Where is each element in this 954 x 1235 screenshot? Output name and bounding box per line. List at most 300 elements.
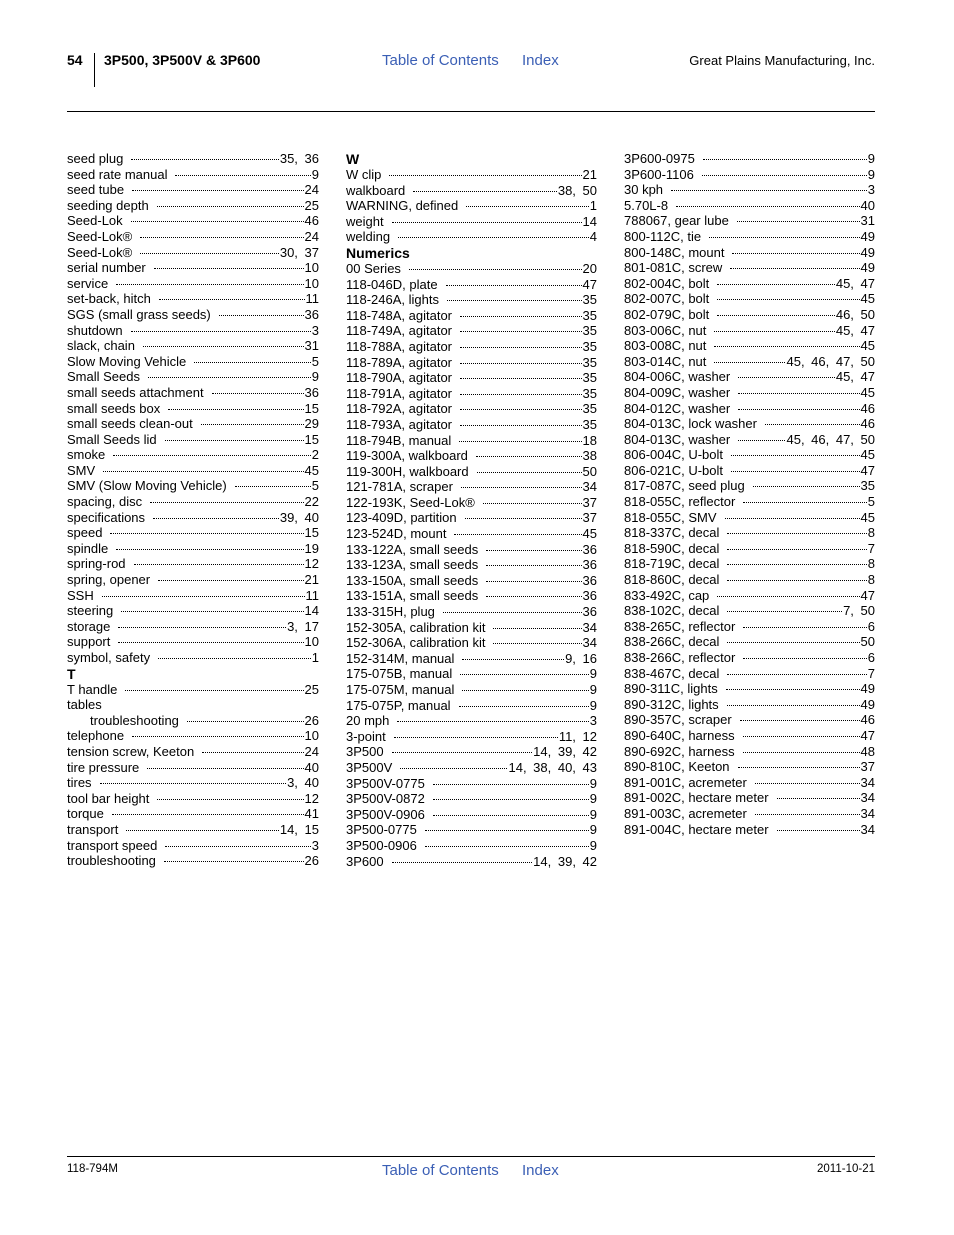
index-term: spindle — [67, 540, 109, 556]
index-page-refs[interactable]: 7, 50 — [843, 603, 875, 619]
dot-leader — [486, 565, 581, 566]
index-page-refs[interactable]: 21 — [582, 167, 597, 182]
index-entry — [346, 464, 597, 480]
index-page-refs[interactable]: 45, 46, 47, 50 — [786, 353, 875, 369]
index-term: Seed-Lok — [67, 213, 123, 229]
index-page-refs[interactable]: 19 — [304, 540, 319, 556]
index-entry — [624, 728, 875, 744]
index-term: 3P500-0775 — [346, 822, 417, 838]
index-section-heading: T — [67, 665, 76, 682]
index-entry — [67, 494, 319, 510]
index-term: 30 kph — [624, 182, 664, 198]
index-page-refs[interactable]: 34 — [860, 821, 875, 837]
index-term: weight — [346, 213, 384, 229]
dot-leader — [460, 331, 582, 332]
index-page-refs[interactable]: 9 — [589, 682, 597, 697]
index-page-refs[interactable]: 37 — [582, 494, 597, 510]
index-page-refs[interactable]: 39, 40 — [279, 509, 319, 525]
index-entry — [346, 807, 597, 823]
dot-leader — [777, 798, 860, 799]
dot-leader — [454, 534, 581, 535]
index-page-refs[interactable]: 26 — [304, 853, 319, 869]
index-page-refs[interactable]: 3 — [589, 713, 597, 729]
dot-leader — [753, 486, 860, 487]
index-page-refs[interactable]: 34 — [860, 774, 875, 790]
dot-leader — [777, 830, 860, 831]
index-page-refs[interactable]: 14, 39, 42 — [533, 744, 597, 760]
index-page-refs[interactable]: 25 — [304, 681, 319, 697]
index-entry — [624, 759, 875, 775]
index-entry — [346, 557, 597, 573]
index-page-refs[interactable]: 47 — [582, 276, 597, 292]
index-term: small seeds clean-out — [67, 416, 193, 432]
index-page-refs[interactable]: 35 — [582, 370, 597, 386]
index-page-refs[interactable]: 45, 47 — [835, 322, 875, 338]
index-entry — [624, 478, 875, 494]
index-page-refs[interactable]: 41 — [304, 806, 319, 822]
dot-leader — [460, 674, 589, 675]
index-page-refs[interactable]: 35 — [582, 323, 597, 339]
index-entry — [624, 572, 875, 588]
index-term: 890-692C, harness — [624, 743, 735, 759]
index-term: spacing, disc — [67, 494, 143, 510]
index-entry — [624, 790, 875, 806]
index-page-refs[interactable]: 24 — [304, 743, 319, 759]
index-term: symbol, safety — [67, 650, 151, 665]
index-page-refs[interactable]: 7 — [867, 665, 875, 681]
index-page-refs[interactable]: 11 — [305, 587, 319, 603]
index-entry — [346, 261, 597, 277]
dot-leader — [140, 253, 279, 254]
index-term: 152-314M, manual — [346, 650, 455, 666]
index-entry — [346, 167, 597, 183]
dot-leader — [132, 190, 303, 191]
index-page-refs[interactable]: 5 — [311, 353, 319, 369]
index-entry — [346, 510, 597, 526]
dot-leader — [743, 736, 860, 737]
index-term: 891-002C, hectare meter — [624, 790, 769, 806]
index-entry — [67, 682, 319, 698]
index-page-refs[interactable]: 47 — [860, 587, 875, 603]
index-entry — [346, 822, 597, 838]
dot-leader — [738, 767, 860, 768]
dot-leader — [740, 720, 860, 721]
index-term: 838-467C, decal — [624, 665, 720, 681]
index-entry — [624, 712, 875, 728]
index-page-refs[interactable]: 25 — [304, 197, 319, 213]
index-term: tires — [67, 775, 92, 791]
index-term: 123-409D, partition — [346, 510, 457, 526]
dot-leader — [153, 518, 279, 519]
index-page-refs[interactable]: 3 — [311, 322, 319, 338]
footer-toc-link[interactable]: Table of Contents — [382, 1162, 499, 1179]
index-page-refs[interactable]: 36 — [582, 604, 597, 620]
index-term: 804-013C, lock washer — [624, 416, 757, 432]
index-term: seed tube — [67, 182, 125, 198]
index-page-refs[interactable]: 45 — [860, 384, 875, 400]
index-page-refs[interactable]: 36 — [304, 384, 319, 400]
dot-leader — [147, 768, 303, 769]
index-page-refs[interactable]: 9 — [589, 775, 597, 791]
index-page-refs[interactable]: 45 — [860, 509, 875, 525]
index-entry — [346, 542, 597, 558]
index-page-refs[interactable]: 3, 17 — [287, 618, 319, 634]
index-page-refs[interactable]: 2 — [311, 447, 319, 463]
index-page-refs[interactable]: 31 — [304, 338, 319, 354]
dot-leader — [476, 456, 582, 457]
index-entry — [346, 620, 597, 636]
index-page-refs[interactable]: 40 — [860, 197, 875, 213]
index-page-refs[interactable]: 38, 50 — [557, 182, 597, 198]
index-entry — [624, 697, 875, 713]
index-page-refs[interactable]: 9 — [589, 666, 597, 682]
footer-index-link[interactable]: Index — [522, 1162, 559, 1179]
index-term: 3P500V-0906 — [346, 806, 425, 822]
dot-leader — [737, 221, 860, 222]
index-entry — [624, 541, 875, 557]
index-page-refs[interactable]: 10 — [304, 634, 319, 650]
index-page-refs[interactable]: 45 — [582, 526, 597, 542]
index-page-refs[interactable]: 15 — [304, 431, 319, 447]
index-page-refs[interactable]: 49 — [860, 244, 875, 260]
index-page-refs[interactable]: 1 — [589, 198, 597, 214]
revision-date: 2011-10-21 — [817, 1163, 875, 1175]
index-entry — [624, 385, 875, 401]
index-column-2 — [346, 151, 597, 869]
index-page-refs[interactable]: 49 — [860, 681, 875, 697]
index-entry — [67, 853, 319, 869]
dot-leader — [717, 596, 859, 597]
index-page-refs[interactable]: 46, 50 — [835, 306, 875, 322]
dot-leader — [738, 409, 859, 410]
index-page-refs[interactable]: 18 — [582, 432, 597, 448]
index-term: 3P600-1106 — [624, 166, 694, 182]
index-page-refs[interactable]: 24 — [304, 182, 319, 198]
index-page-refs[interactable]: 9 — [311, 369, 319, 385]
index-page-refs[interactable]: 5 — [867, 494, 875, 510]
index-page-refs[interactable]: 20 — [582, 260, 597, 276]
index-entry — [67, 588, 319, 604]
index-page-refs[interactable]: 30, 37 — [279, 244, 319, 260]
dot-leader — [413, 191, 557, 192]
index-term: small seeds attachment — [67, 384, 204, 400]
index-page-refs[interactable]: 14, 39, 42 — [533, 853, 597, 869]
index-page-refs[interactable]: 35 — [582, 401, 597, 417]
index-term: 3-point — [346, 728, 386, 744]
index-term: service — [67, 275, 109, 291]
index-entry — [346, 292, 597, 308]
dot-leader — [131, 221, 304, 222]
index-term: seed rate manual — [67, 166, 168, 182]
index-page-refs[interactable]: 24 — [304, 228, 319, 244]
dot-leader — [397, 721, 588, 722]
index-page-refs[interactable]: 48 — [860, 743, 875, 759]
dot-leader — [389, 175, 581, 176]
index-page-refs[interactable]: 8 — [867, 525, 875, 541]
index-entry — [346, 386, 597, 402]
index-term: transport — [67, 821, 119, 837]
index-page-refs[interactable]: 35 — [582, 307, 597, 323]
index-term: Slow Moving Vehicle — [67, 353, 187, 369]
index-term: 3P600 — [346, 853, 384, 869]
dot-leader — [110, 533, 303, 534]
dot-leader — [126, 830, 279, 831]
index-entry — [67, 167, 319, 183]
index-term: 3P600-0975 — [624, 151, 695, 166]
index-term: 121-781A, scraper — [346, 479, 453, 495]
index-page-refs[interactable]: 36 — [582, 572, 597, 588]
index-page-refs[interactable]: 37 — [582, 510, 597, 526]
dot-leader — [175, 175, 310, 176]
index-page-refs[interactable]: 49 — [860, 696, 875, 712]
index-entry — [67, 713, 319, 729]
index-page-refs[interactable]: 10 — [304, 260, 319, 276]
index-term: 175-075M, manual — [346, 682, 455, 697]
index-page-refs[interactable]: 14 — [304, 603, 319, 619]
index-entry — [67, 619, 319, 635]
dot-leader — [157, 206, 304, 207]
index-term: troubleshooting — [67, 853, 156, 869]
index-term: torque — [67, 806, 104, 822]
index-term: 818-719C, decal — [624, 556, 720, 572]
index-entry — [624, 806, 875, 822]
index-page-refs[interactable]: 47 — [860, 462, 875, 478]
index-entry — [346, 635, 597, 651]
index-page-refs[interactable]: 35 — [582, 385, 597, 401]
index-term: 804-006C, washer — [624, 369, 731, 385]
index-page-refs[interactable]: 36 — [582, 541, 597, 557]
index-page-refs[interactable]: 49 — [860, 260, 875, 276]
index-page-refs[interactable]: 31 — [860, 213, 875, 229]
index-term: 788067, gear lube — [624, 213, 729, 229]
document-id: 118-794M — [67, 1163, 118, 1175]
header-rule — [67, 111, 875, 112]
dot-leader — [460, 394, 582, 395]
index-entry — [624, 666, 875, 682]
index-term: 3P500 — [346, 744, 384, 760]
index-entry — [67, 401, 319, 417]
dot-leader — [717, 284, 835, 285]
index-page-refs[interactable]: 35 — [860, 478, 875, 494]
index-term: 122-193K, Seed-Lok® — [346, 494, 475, 510]
dot-leader — [738, 440, 785, 441]
index-page-refs[interactable]: 36 — [582, 588, 597, 604]
index-page-refs[interactable]: 3 — [311, 837, 319, 853]
index-page-refs[interactable]: 50 — [860, 634, 875, 650]
index-page-refs[interactable]: 36 — [582, 557, 597, 573]
index-entry — [346, 229, 597, 245]
index-page-refs[interactable]: 36 — [304, 306, 319, 322]
index-term: 806-004C, U-bolt — [624, 447, 723, 463]
dot-leader — [131, 159, 278, 160]
index-page-refs[interactable]: 46 — [860, 400, 875, 416]
index-entry — [346, 417, 597, 433]
dot-leader — [394, 737, 558, 738]
index-page-refs[interactable]: 29 — [304, 416, 319, 432]
index-page-refs[interactable]: 14 — [582, 213, 597, 229]
index-page-refs[interactable]: 34 — [860, 790, 875, 806]
index-page-refs[interactable]: 45 — [860, 291, 875, 307]
index-page-refs[interactable]: 26 — [304, 712, 319, 728]
dot-leader — [727, 564, 866, 565]
dot-leader — [460, 378, 582, 379]
header-toc-link[interactable]: Table of Contents — [382, 52, 499, 69]
index-page-refs[interactable]: 50 — [582, 463, 597, 479]
index-page-refs[interactable]: 37 — [860, 759, 875, 775]
index-page-refs[interactable]: 10 — [304, 728, 319, 744]
index-page-refs[interactable]: 45 — [860, 338, 875, 354]
dot-leader — [709, 237, 859, 238]
index-entry — [346, 323, 597, 339]
index-page-refs[interactable]: 38 — [582, 448, 597, 464]
index-page-refs[interactable]: 14, 15 — [279, 821, 319, 837]
index-page-refs[interactable]: 11 — [305, 291, 319, 307]
index-page-refs[interactable]: 9 — [589, 837, 597, 853]
dot-leader — [731, 471, 860, 472]
page-number: 54 — [67, 52, 83, 68]
index-page-refs[interactable]: 22 — [304, 494, 319, 510]
dot-leader — [714, 331, 834, 332]
index-page-refs[interactable]: 4 — [589, 229, 597, 245]
index-page-refs[interactable]: 9 — [589, 806, 597, 822]
index-page-refs[interactable]: 47 — [860, 727, 875, 743]
dot-leader — [676, 206, 859, 207]
index-page-refs[interactable]: 35 — [582, 416, 597, 432]
index-page-refs[interactable]: 12 — [304, 556, 319, 572]
index-page-refs[interactable]: 9 — [589, 791, 597, 807]
index-entry — [67, 510, 319, 526]
index-page-refs[interactable]: 15 — [304, 525, 319, 541]
index-page-refs[interactable]: 9 — [867, 151, 875, 166]
index-term: 838-266C, decal — [624, 634, 720, 650]
index-page-refs[interactable]: 9 — [589, 697, 597, 713]
index-page-refs[interactable]: 21 — [304, 572, 319, 588]
index-entry — [67, 603, 319, 619]
index-term: 118-789A, agitator — [346, 354, 452, 370]
index-page-refs[interactable]: 34 — [582, 635, 597, 651]
index-page-refs[interactable]: 35 — [582, 354, 597, 370]
index-term: 803-006C, nut — [624, 322, 707, 338]
index-page-refs[interactable]: 3, 40 — [287, 775, 319, 791]
index-page-refs[interactable]: 1 — [311, 650, 319, 665]
index-page-refs[interactable]: 15 — [304, 400, 319, 416]
index-page-refs[interactable]: 46 — [304, 213, 319, 229]
index-page-refs[interactable]: 45, 47 — [835, 369, 875, 385]
index-term: 118-046D, plate — [346, 276, 438, 292]
index-term: SGS (small grass seeds) — [67, 306, 211, 322]
index-page-refs[interactable]: 7 — [867, 540, 875, 556]
index-entry — [67, 338, 319, 354]
index-term: 133-122A, small seeds — [346, 541, 479, 557]
dot-leader — [116, 284, 303, 285]
index-term: 118-748A, agitator — [346, 307, 452, 323]
index-column-1 — [67, 151, 319, 869]
dot-leader — [717, 315, 835, 316]
index-entry — [67, 838, 319, 854]
dot-leader — [235, 486, 311, 487]
index-page-refs[interactable]: 49 — [860, 228, 875, 244]
index-page-refs[interactable]: 45 — [860, 447, 875, 463]
footer-rule — [67, 1156, 875, 1157]
index-entry — [624, 260, 875, 276]
index-page-refs[interactable]: 8 — [867, 572, 875, 588]
index-term: 891-001C, acremeter — [624, 774, 747, 790]
index-page-refs[interactable]: 10 — [304, 275, 319, 291]
dot-leader — [165, 846, 310, 847]
index-page-refs[interactable]: 46 — [860, 712, 875, 728]
index-page-refs[interactable]: 34 — [860, 805, 875, 821]
dot-leader — [725, 518, 860, 519]
dot-leader — [116, 549, 303, 550]
header-divider — [94, 53, 95, 87]
index-term: 175-075B, manual — [346, 666, 453, 682]
index-page-refs[interactable]: 45, 47 — [835, 275, 875, 291]
index-page-refs[interactable]: 9 — [867, 166, 875, 182]
header-index-link[interactable]: Index — [522, 52, 559, 69]
index-entry — [67, 744, 319, 760]
index-page-refs[interactable]: 9 — [589, 822, 597, 838]
index-page-refs[interactable]: 9 — [311, 166, 319, 182]
index-page-refs[interactable]: 46 — [860, 416, 875, 432]
index-entry — [624, 619, 875, 635]
index-page-refs[interactable]: 11, 12 — [558, 728, 597, 744]
index-entry — [67, 182, 319, 198]
index-page-refs[interactable]: 35, 36 — [279, 151, 319, 166]
index-page-refs[interactable]: 34 — [582, 479, 597, 495]
index-term: 804-013C, washer — [624, 431, 731, 447]
dot-leader — [132, 736, 303, 737]
index-page-refs[interactable]: 5 — [311, 478, 319, 494]
index-term: Seed-Lok® — [67, 244, 133, 260]
dot-leader — [727, 674, 866, 675]
dot-leader — [460, 363, 582, 364]
dot-leader — [743, 752, 860, 753]
index-entry — [624, 213, 875, 229]
index-term: 5.70L-8 — [624, 197, 669, 213]
index-entry — [67, 478, 319, 494]
index-page-refs[interactable]: 6 — [867, 618, 875, 634]
index-entry — [346, 277, 597, 293]
index-page-refs[interactable]: 45, 46, 47, 50 — [786, 431, 875, 447]
index-term: 890-810C, Keeton — [624, 759, 730, 775]
index-page-refs[interactable]: 12 — [304, 790, 319, 806]
index-page-refs[interactable]: 35 — [582, 292, 597, 308]
index-term: 119-300A, walkboard — [346, 448, 468, 464]
index-page-refs[interactable]: 3 — [867, 182, 875, 198]
index-page-refs[interactable]: 34 — [582, 619, 597, 635]
index-entry — [67, 775, 319, 791]
index-term: 118-791A, agitator — [346, 385, 452, 401]
index-entry — [67, 760, 319, 776]
index-entry — [624, 338, 875, 354]
index-page-refs[interactable]: 8 — [867, 556, 875, 572]
index-entry — [67, 822, 319, 838]
dot-leader — [717, 299, 859, 300]
index-page-refs[interactable]: 14, 38, 40, 43 — [508, 759, 597, 775]
index-page-refs[interactable]: 45 — [304, 462, 319, 478]
index-term: 802-007C, bolt — [624, 291, 710, 307]
index-page-refs[interactable]: 9, 16 — [565, 650, 597, 666]
index-page-refs[interactable]: 6 — [867, 650, 875, 665]
index-term: 838-102C, decal — [624, 603, 720, 619]
dot-leader — [743, 658, 866, 659]
document-title: 3P500, 3P500V & 3P600 — [104, 52, 261, 68]
index-entry — [346, 776, 597, 792]
index-page-refs[interactable]: 40 — [304, 759, 319, 775]
index-entry — [346, 713, 597, 729]
index-term: 804-009C, washer — [624, 384, 731, 400]
index-page-refs[interactable]: 35 — [582, 338, 597, 354]
